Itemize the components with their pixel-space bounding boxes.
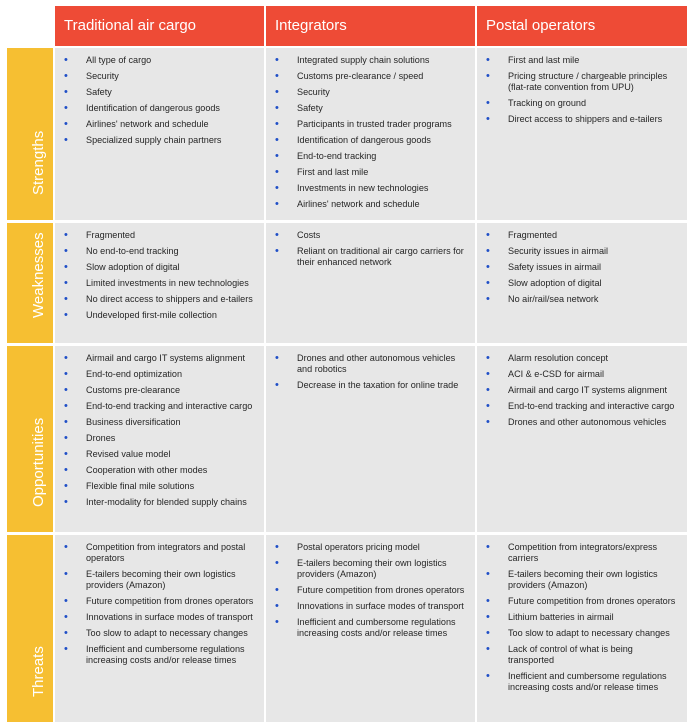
bullet-item: • Slow adoption of digital <box>483 278 681 289</box>
bullet-item: • No air/rail/sea network <box>483 294 681 305</box>
bullet-item: • Future competition from drones operators <box>61 596 258 607</box>
row-label-strengths: Strengths <box>30 130 47 195</box>
bullet-item: • Integrated supply chain solutions <box>272 55 469 66</box>
bullet-item: • Inefficient and cumbersome regulations increasing costs and/or release times <box>61 644 258 666</box>
weaknesses-integrators-cell <box>266 223 475 343</box>
bullet-item: • Pricing structure / chargeable principles (flat-rate convention from UPU) <box>483 71 681 93</box>
bullet-item: • Investments in new technologies <box>272 183 469 194</box>
bullet-item: • End-to-end tracking and interactive cargo <box>483 401 681 412</box>
threats-integrators-cell <box>266 535 475 722</box>
bullet-item: • Tracking on ground <box>483 98 681 109</box>
bullet-item: • Inefficient and cumbersome regulations increasing costs and/or release times <box>483 671 681 693</box>
bullet-item: • Limited investments in new technologies <box>61 278 258 289</box>
bullet-item: • Specialized supply chain partners <box>61 135 258 146</box>
bullet-item: • Costs <box>272 230 469 241</box>
bullet-list <box>272 353 469 391</box>
bullet-item: • Business diversification <box>61 417 258 428</box>
bullet-item: • Identification of dangerous goods <box>272 135 469 146</box>
strengths-traditional-cell <box>55 48 264 220</box>
opportunities-postal-cell <box>477 346 687 532</box>
column-header-postal-operators: Postal operators <box>477 6 687 46</box>
column-header-integrators: Integrators <box>266 6 475 46</box>
strengths-postal-cell <box>477 48 687 220</box>
bullet-item: • Safety <box>272 103 469 114</box>
bullet-list <box>483 542 681 693</box>
bullet-item: • Innovations in surface modes of transport <box>272 601 469 612</box>
row-label-threats: Threats <box>30 646 47 697</box>
bullet-item: • Safety <box>61 87 258 98</box>
bullet-item: • Security <box>61 71 258 82</box>
bullet-item: • Competition from integrators and postal operators <box>61 542 258 564</box>
bullet-item: • Undeveloped first-mile collection <box>61 310 258 321</box>
row-label-opportunities-cell <box>7 346 53 532</box>
bullet-item: • Security <box>272 87 469 98</box>
bullet-item: • Too slow to adapt to necessary changes <box>61 628 258 639</box>
row-label-weaknesses-cell <box>7 223 53 343</box>
bullet-list <box>61 353 258 508</box>
bullet-item: • Direct access to shippers and e-tailers <box>483 114 681 125</box>
bullet-item: • Airmail and cargo IT systems alignment <box>483 385 681 396</box>
bullet-item: • Fragmented <box>483 230 681 241</box>
bullet-item: • Fragmented <box>61 230 258 241</box>
bullet-item: • Inefficient and cumbersome regulations increasing costs and/or release times <box>272 617 469 639</box>
bullet-item: • Competition from integrators/express carriers <box>483 542 681 564</box>
bullet-item: • Airlines' network and schedule <box>61 119 258 130</box>
bullet-item: • ACI & e-CSD for airmail <box>483 369 681 380</box>
bullet-item: • Participants in trusted trader programs <box>272 119 469 130</box>
opportunities-integrators-cell <box>266 346 475 532</box>
bullet-item: • Customs pre-clearance / speed <box>272 71 469 82</box>
bullet-item: • Drones and other autonomous vehicles <box>483 417 681 428</box>
row-label-opportunities: Opportunities <box>30 417 47 507</box>
bullet-item: • All type of cargo <box>61 55 258 66</box>
bullet-item: • Airmail and cargo IT systems alignment <box>61 353 258 364</box>
opportunities-traditional-cell <box>55 346 264 532</box>
bullet-item: • Inter-modality for blended supply chains <box>61 497 258 508</box>
bullet-item: • Drones <box>61 433 258 444</box>
column-header-traditional-air-cargo: Traditional air cargo <box>55 6 264 46</box>
bullet-list <box>272 542 469 639</box>
bullet-item: • Revised value model <box>61 449 258 460</box>
bullet-item: • Too slow to adapt to necessary changes <box>483 628 681 639</box>
bullet-item: • End-to-end tracking and interactive cargo <box>61 401 258 412</box>
bullet-item: • First and last mile <box>272 167 469 178</box>
bullet-list <box>483 230 681 305</box>
bullet-list <box>61 230 258 321</box>
bullet-item: • Airlines' network and schedule <box>272 199 469 210</box>
bullet-item: • Reliant on traditional air cargo carriers for their enhanced network <box>272 246 469 268</box>
bullet-list <box>483 55 681 125</box>
bullet-item: • Security issues in airmail <box>483 246 681 257</box>
bullet-list <box>272 55 469 210</box>
strengths-integrators-cell <box>266 48 475 220</box>
bullet-item: • First and last mile <box>483 55 681 66</box>
bullet-item: • Drones and other autonomous vehicles and robotics <box>272 353 469 375</box>
bullet-item: • Lithium batteries in airmail <box>483 612 681 623</box>
bullet-item: • No direct access to shippers and e-tailers <box>61 294 258 305</box>
bullet-list <box>483 353 681 428</box>
bullet-item: • Flexible final mile solutions <box>61 481 258 492</box>
bullet-item: • Customs pre-clearance <box>61 385 258 396</box>
threats-traditional-cell <box>55 535 264 722</box>
row-label-weaknesses: Weaknesses <box>30 232 47 318</box>
bullet-item: • E-tailers becoming their own logistics providers (Amazon) <box>272 558 469 580</box>
bullet-item: • Future competition from drones operators <box>272 585 469 596</box>
bullet-item: • Postal operators pricing model <box>272 542 469 553</box>
bullet-item: • End-to-end optimization <box>61 369 258 380</box>
bullet-item: • E-tailers becoming their own logistics providers (Amazon) <box>483 569 681 591</box>
bullet-item: • No end-to-end tracking <box>61 246 258 257</box>
row-label-threats-cell <box>7 535 53 722</box>
bullet-item: • Innovations in surface modes of transport <box>61 612 258 623</box>
threats-postal-cell <box>477 535 687 722</box>
bullet-item: • Identification of dangerous goods <box>61 103 258 114</box>
bullet-item: • Cooperation with other modes <box>61 465 258 476</box>
bullet-item: • Lack of control of what is being transported <box>483 644 681 666</box>
bullet-list <box>272 230 469 268</box>
row-label-strengths-cell <box>7 48 53 220</box>
weaknesses-traditional-cell <box>55 223 264 343</box>
bullet-item: • Safety issues in airmail <box>483 262 681 273</box>
bullet-item: • Alarm resolution concept <box>483 353 681 364</box>
bullet-item: • Slow adoption of digital <box>61 262 258 273</box>
bullet-item: • Future competition from drones operators <box>483 596 681 607</box>
bullet-item: • End-to-end tracking <box>272 151 469 162</box>
bullet-item: • Decrease in the taxation for online trade <box>272 380 469 391</box>
bullet-list <box>61 542 258 666</box>
bullet-list <box>61 55 258 146</box>
bullet-item: • E-tailers becoming their own logistics providers (Amazon) <box>61 569 258 591</box>
weaknesses-postal-cell <box>477 223 687 343</box>
